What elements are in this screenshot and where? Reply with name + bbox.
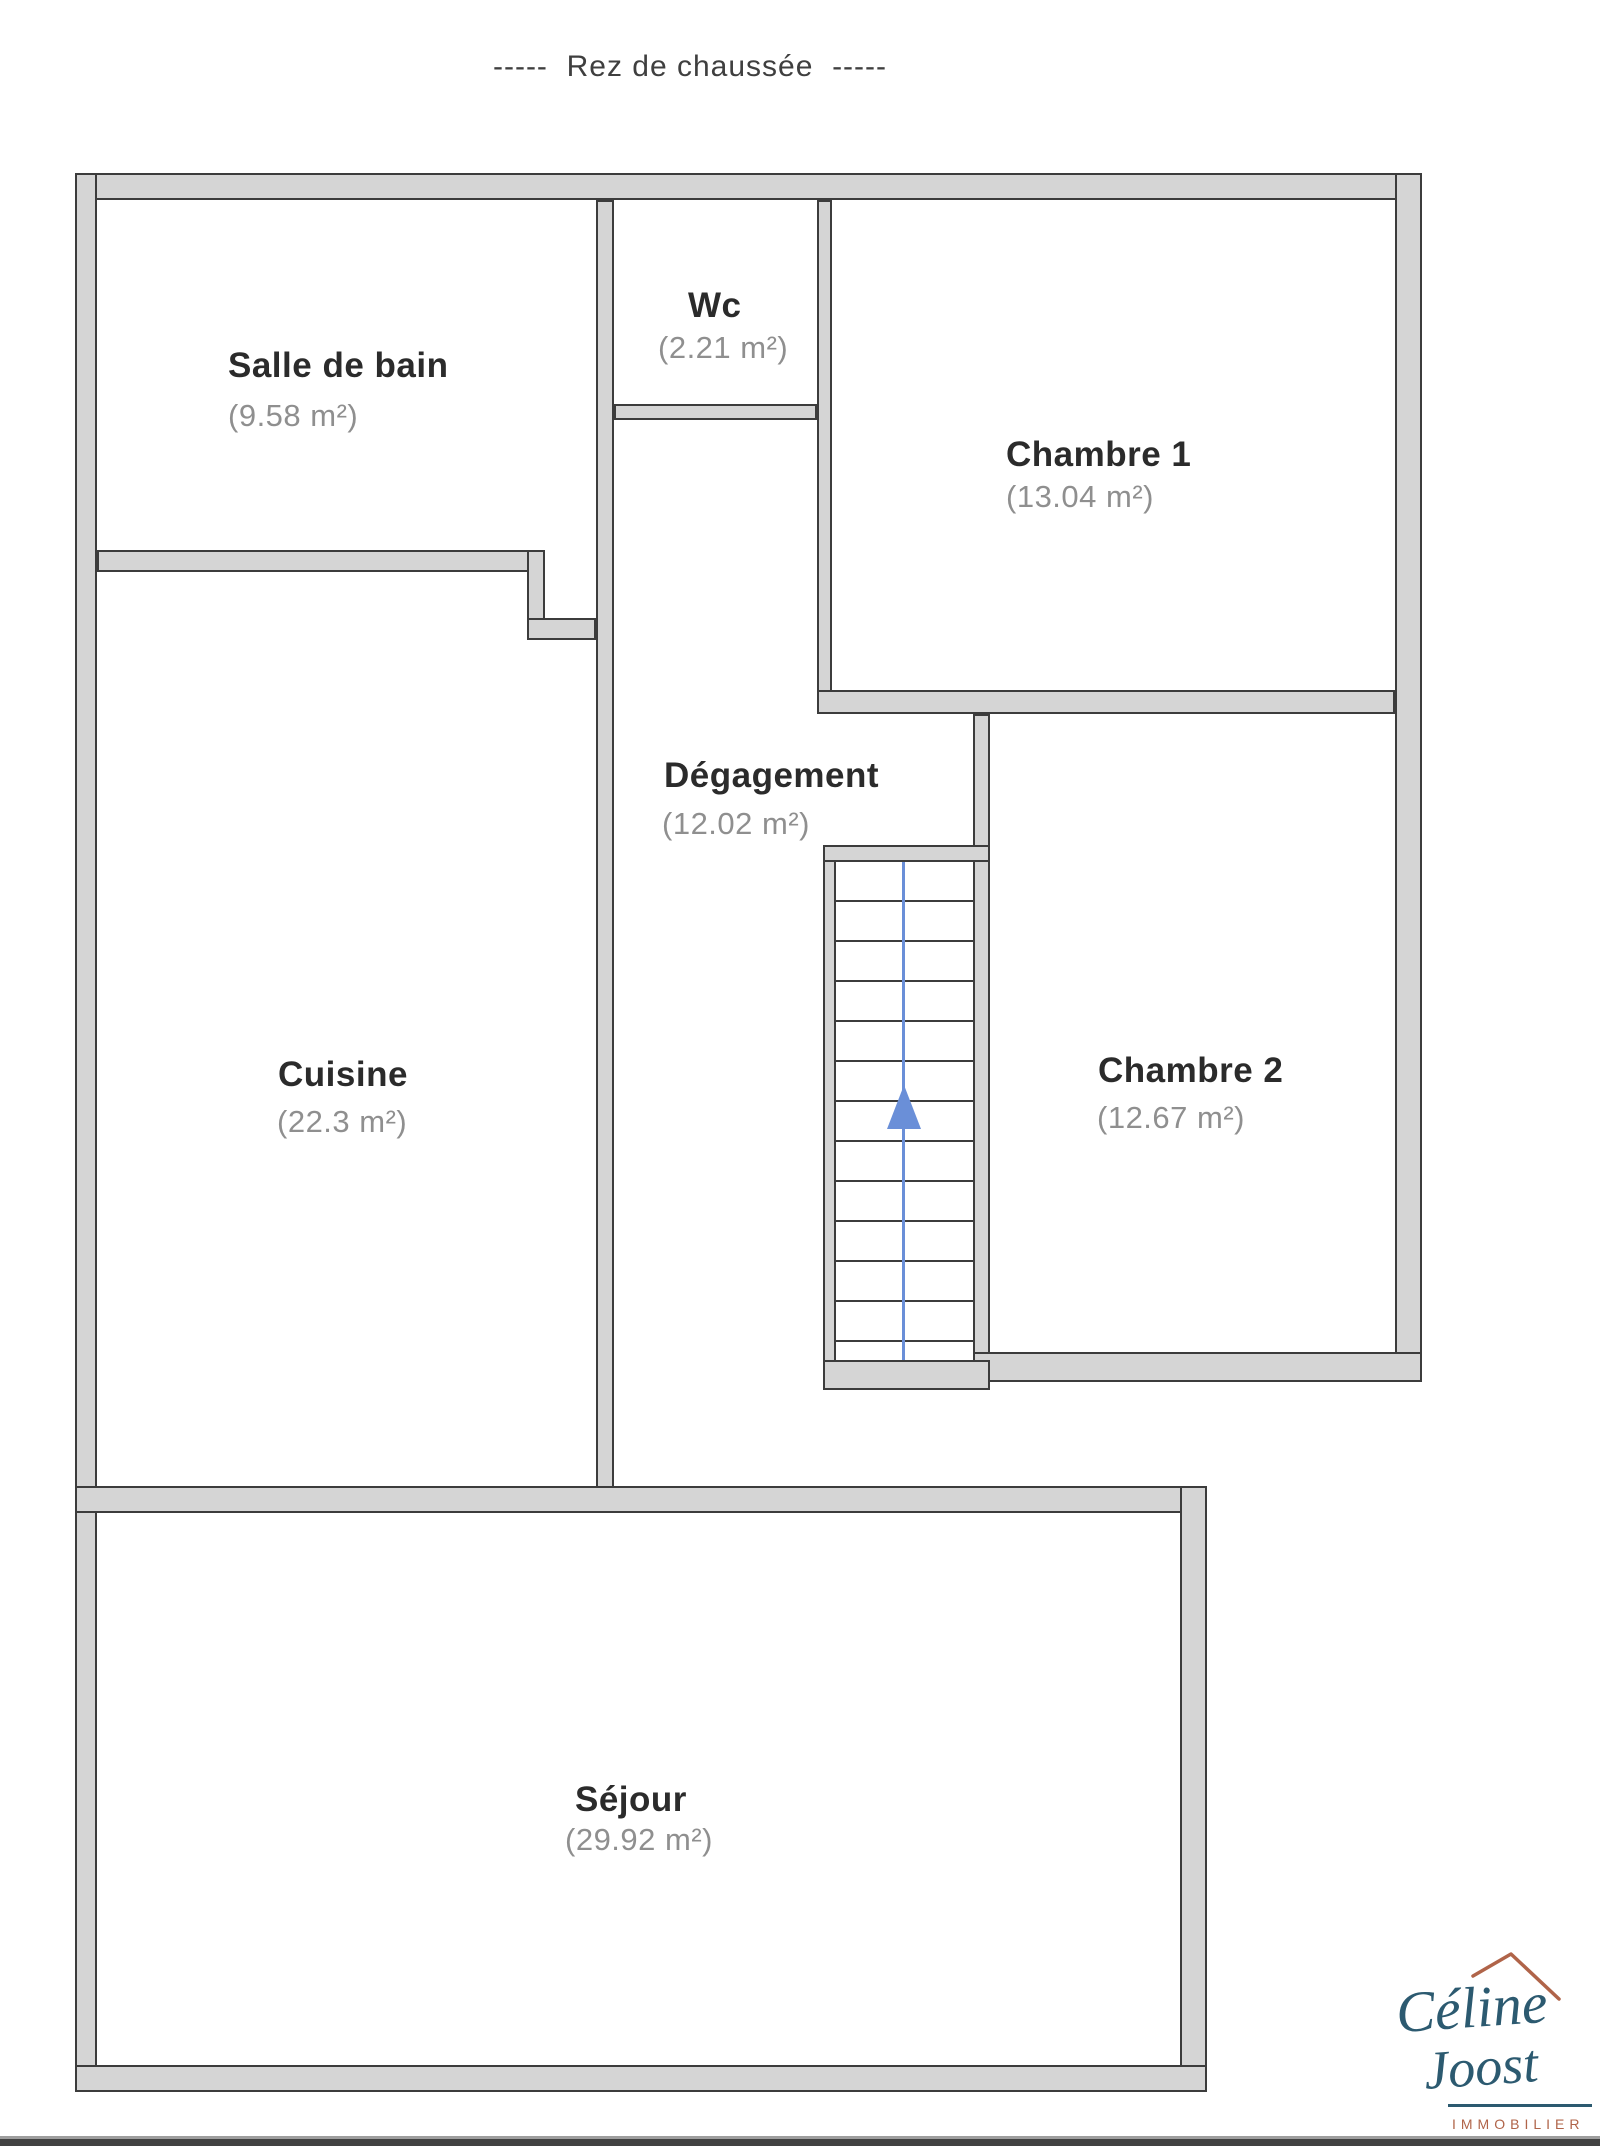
room-label-chambre-2: Chambre 2 bbox=[1098, 1051, 1284, 1090]
wall-stairwell-top bbox=[823, 845, 990, 862]
wall-wc-bottom bbox=[614, 404, 817, 420]
room-label-cuisine: Cuisine bbox=[278, 1055, 408, 1094]
wall-central-vertical bbox=[596, 200, 614, 1490]
logo-name-line2: Joost bbox=[1422, 2033, 1540, 2101]
room-area-chambre-2: (12.67 m²) bbox=[1097, 1100, 1245, 1135]
room-label-degagement: Dégagement bbox=[664, 756, 880, 795]
stairs-up-arrow-icon bbox=[887, 1085, 921, 1129]
room-area-sejour: (29.92 m²) bbox=[565, 1822, 713, 1857]
room-area-cuisine: (22.3 m²) bbox=[277, 1104, 408, 1139]
wall-exterior-top bbox=[75, 173, 1422, 200]
wall-livingroom-top bbox=[75, 1486, 1207, 1513]
wall-bedroom2-bottom bbox=[973, 1352, 1422, 1382]
room-label-chambre-1: Chambre 1 bbox=[1006, 435, 1192, 474]
wall-stairwell-bottom bbox=[823, 1360, 990, 1390]
room-area-wc: (2.21 m²) bbox=[658, 330, 789, 365]
room-area-degagement: (12.02 m²) bbox=[662, 806, 810, 841]
wall-bathroom-jog-bottom bbox=[527, 618, 596, 640]
logo-name-line1: Céline bbox=[1393, 1969, 1550, 2046]
room-area-salle-de-bain: (9.58 m²) bbox=[228, 398, 359, 433]
room-label-salle-de-bain: Salle de bain bbox=[228, 346, 449, 385]
room-label-wc: Wc bbox=[688, 286, 742, 325]
wall-exterior-left bbox=[75, 173, 97, 2092]
wall-bathroom-bottom bbox=[97, 550, 545, 572]
wall-bedroom1-bottom bbox=[817, 690, 1395, 714]
wall-wc-right bbox=[817, 200, 832, 714]
wall-livingroom-bottom bbox=[75, 2065, 1207, 2092]
wall-stairwell-left bbox=[823, 845, 836, 1390]
logo-divider bbox=[1448, 2104, 1592, 2107]
staircase bbox=[836, 862, 973, 1360]
room-label-sejour: Séjour bbox=[575, 1780, 687, 1819]
logo-tagline: IMMOBILIER bbox=[1452, 2116, 1585, 2132]
page-title: ----- Rez de chaussée ----- bbox=[492, 50, 888, 83]
wall-livingroom-right bbox=[1180, 1486, 1207, 2092]
wall-bedroom2-left bbox=[973, 714, 990, 1390]
bottom-edge-band bbox=[0, 2136, 1600, 2146]
agency-logo bbox=[1380, 1940, 1600, 2140]
wall-exterior-right bbox=[1395, 173, 1422, 1382]
room-area-chambre-1: (13.04 m²) bbox=[1006, 479, 1154, 514]
